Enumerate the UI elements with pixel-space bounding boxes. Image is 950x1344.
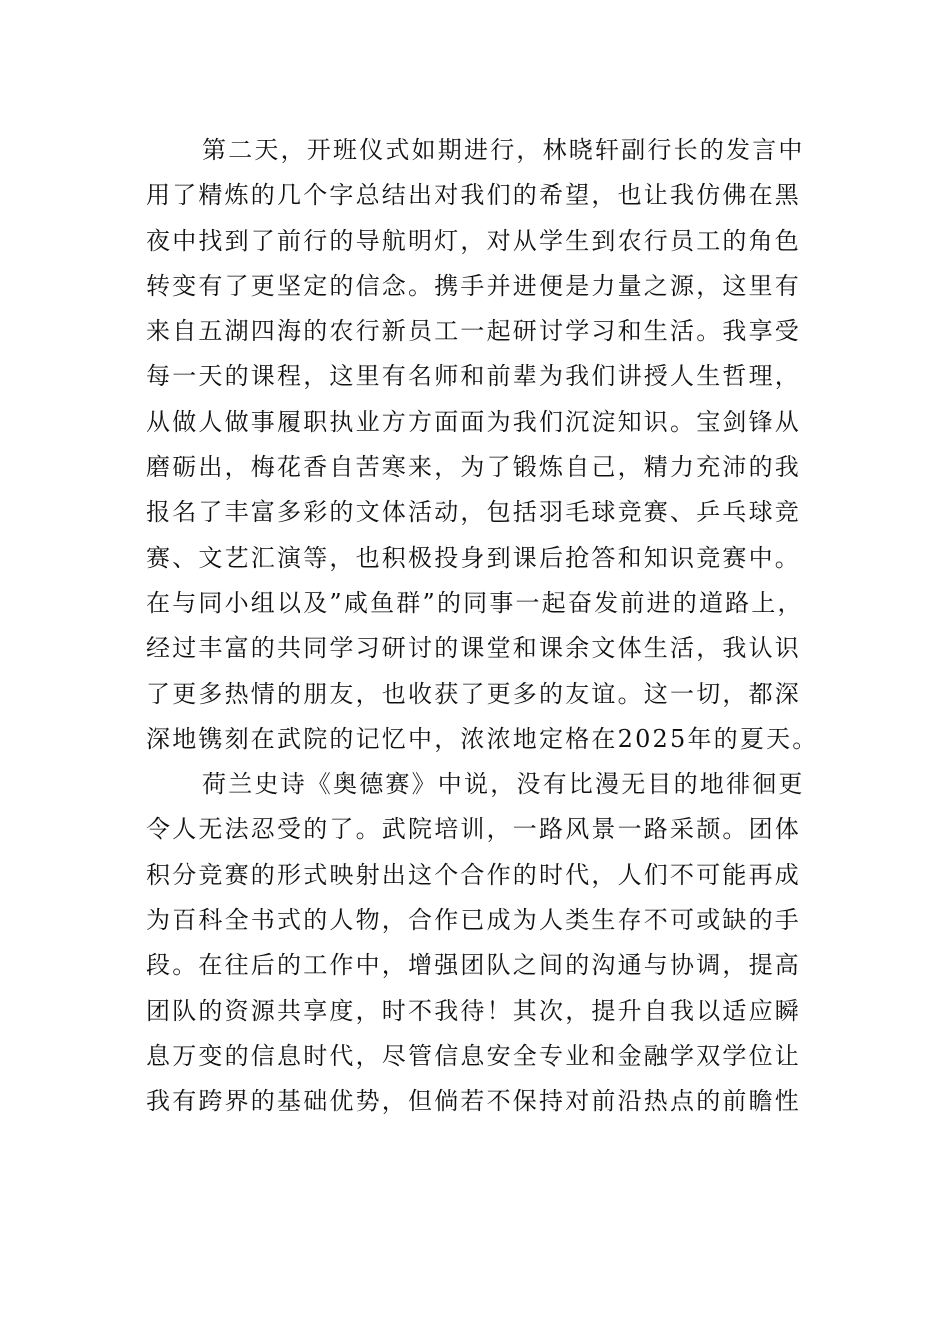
text-line: 荷兰史诗《奥德赛》中说，没有比漫无目的地徘徊更 — [202, 770, 805, 799]
text-line: 报名了丰富多彩的文体活动，包括羽毛球竞赛、乒乓球竞 — [146, 498, 801, 527]
text-line: 来自五湖四海的农行新员工一起研讨学习和生活。我享受 — [146, 317, 801, 346]
body-text — [146, 128, 846, 1125]
text-line: 积分竞赛的形式映射出这个合作的时代，人们不可能再成 — [146, 860, 801, 889]
paragraph-2 — [146, 762, 846, 1124]
text-line: 在与同小组以及”咸鱼群”的同事一起奋发前进的道路上， — [146, 588, 804, 617]
paragraph-1 — [146, 128, 846, 762]
text-line: 用了精炼的几个字总结出对我们的希望，也让我仿佛在黑 — [146, 181, 801, 210]
text-line: 了更多热情的朋友，也收获了更多的友谊。这一切，都深 — [146, 679, 801, 708]
text-line: 夜中找到了前行的导航明灯，对从学生到农行员工的角色 — [146, 226, 801, 255]
text-line: 磨砺出，梅花香自苦寒来，为了锻炼自己，精力充沛的我 — [146, 453, 801, 482]
text-line: 团队的资源共享度，时不我待！其次，提升自我以适应瞬 — [146, 996, 801, 1025]
text-line: 转变有了更坚定的信念。携手并进便是力量之源，这里有 — [146, 271, 801, 300]
text-line: 从做人做事履职执业方方面面为我们沉淀知识。宝剑锋从 — [146, 407, 801, 436]
text-line: 赛、文艺汇演等，也积极投身到课后抢答和知识竞赛中。 — [146, 543, 801, 572]
text-line: 深地镌刻在武院的记忆中，浓浓地定格在2025年的夏天。 — [146, 724, 819, 753]
text-line: 令人无法忍受的了。武院培训，一路风景一路采颉。团体 — [146, 815, 801, 844]
text-line: 为百科全书式的人物，合作已成为人类生存不可或缺的手 — [146, 906, 801, 935]
text-line: 经过丰富的共同学习研讨的课堂和课余文体生活，我认识 — [146, 634, 801, 663]
text-line: 第二天，开班仪式如期进行，林晓轩副行长的发言中 — [202, 136, 805, 164]
text-line: 段。在往后的工作中，增强团队之间的沟通与协调，提高 — [146, 951, 801, 980]
text-line: 每一天的课程，这里有名师和前辈为我们讲授人生哲理， — [146, 362, 801, 391]
text-line: 我有跨界的基础优势，但倘若不保持对前沿热点的前瞻性 — [146, 1087, 801, 1116]
text-line: 息万变的信息时代，尽管信息安全专业和金融学双学位让 — [146, 1041, 801, 1070]
